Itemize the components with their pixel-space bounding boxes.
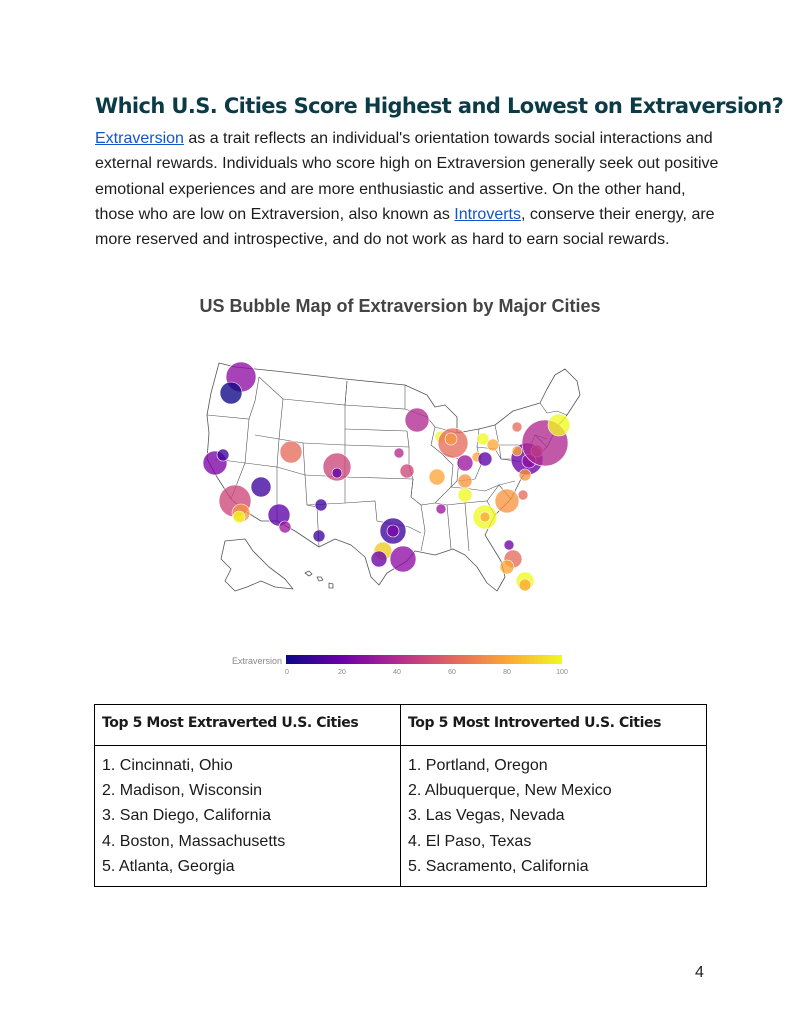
extraverted-list [95, 746, 401, 887]
city-bubble [445, 433, 457, 445]
intro-text-2: , conserve their energy, are more reserved and introspective, and do not work as hard to earn social rewards. [95, 205, 715, 249]
list-item: 5. Sacramento, California [408, 857, 589, 875]
header-extraverted: Top 5 Most Extraverted U.S. Cities [95, 705, 401, 746]
city-bubble [233, 511, 245, 523]
city-bubble [512, 422, 522, 432]
header-introverted: Top 5 Most Introverted U.S. Cities [401, 705, 707, 746]
city-bubble [512, 446, 522, 456]
city-bubble [457, 455, 473, 471]
legend-tick: 100 [556, 669, 568, 676]
city-bubble [313, 530, 325, 542]
intro-paragraph [95, 126, 720, 252]
city-bubble [387, 525, 399, 537]
city-bubble [436, 504, 446, 514]
city-bubble [429, 469, 445, 485]
intro-text-1: as a trait reflects an individual's orientation towards social interactions and external rewards. Individuals who score high on Extraversion generally seek out positive emotional experiences and are more enthusiastic and assertive. On the other hand, those who are low on Extraversion, also known as [95, 130, 719, 223]
city-bubble [495, 489, 519, 513]
list-item: 1. Cincinnati, Ohio [102, 757, 233, 774]
cities-table [94, 704, 707, 887]
table-header-row [95, 705, 707, 746]
color-legend [232, 652, 572, 682]
legend-tick: 40 [393, 669, 401, 676]
page-number: 4 [695, 964, 704, 981]
city-bubble [280, 441, 302, 463]
section-heading: Which U.S. Cities Score Highest and Lowest on Extraversion? [95, 94, 784, 118]
city-bubble [390, 546, 416, 572]
city-bubble [279, 521, 291, 533]
list-item: 2. Albuquerque, New Mexico [408, 782, 612, 800]
city-bubble [487, 439, 499, 451]
city-bubble [400, 464, 414, 478]
introverts-link[interactable]: Introverts [454, 205, 521, 223]
list-item: 1. Portland, Oregon [408, 757, 548, 774]
alaska-outline [221, 539, 293, 591]
city-bubble [458, 474, 472, 488]
extraversion-link[interactable]: Extraversion [95, 130, 184, 147]
list-item: 3. San Diego, California [102, 807, 271, 825]
list-item: 5. Atlanta, Georgia [102, 857, 235, 875]
legend-tick: 0 [285, 669, 289, 676]
city-bubble [220, 382, 242, 404]
city-bubble [519, 579, 531, 591]
legend-tick: 80 [503, 669, 511, 676]
legend-tick: 20 [338, 669, 346, 676]
list-item: 2. Madison, Wisconsin [102, 782, 263, 800]
city-bubble [458, 488, 472, 502]
table-row [95, 746, 707, 887]
legend-tick: 60 [448, 669, 456, 676]
city-bubble [518, 490, 528, 500]
chart-title: US Bubble Map of Extraversion by Major Cities [199, 296, 601, 316]
list-item: 4. Boston, Massachusetts [102, 832, 286, 850]
city-bubble [394, 448, 404, 458]
list-item: 3. Las Vegas, Nevada [408, 807, 565, 825]
list-item: 4. El Paso, Texas [408, 832, 532, 850]
city-bubble [548, 414, 570, 436]
city-bubble [500, 560, 514, 574]
city-bubble [217, 449, 229, 461]
city-bubble [371, 551, 387, 567]
city-bubble [315, 499, 327, 511]
introverted-list [401, 746, 707, 887]
city-bubble [332, 468, 342, 478]
legend-label: Extraversion [232, 656, 283, 666]
hawaii-outline [305, 571, 333, 588]
city-bubble [504, 540, 514, 550]
city-bubble [519, 469, 531, 481]
legend-colorbar [286, 655, 562, 664]
city-bubble [478, 452, 492, 466]
us-bubble-map [195, 355, 595, 600]
city-bubble [405, 408, 429, 432]
city-bubble [480, 512, 490, 522]
city-bubble [251, 477, 271, 497]
